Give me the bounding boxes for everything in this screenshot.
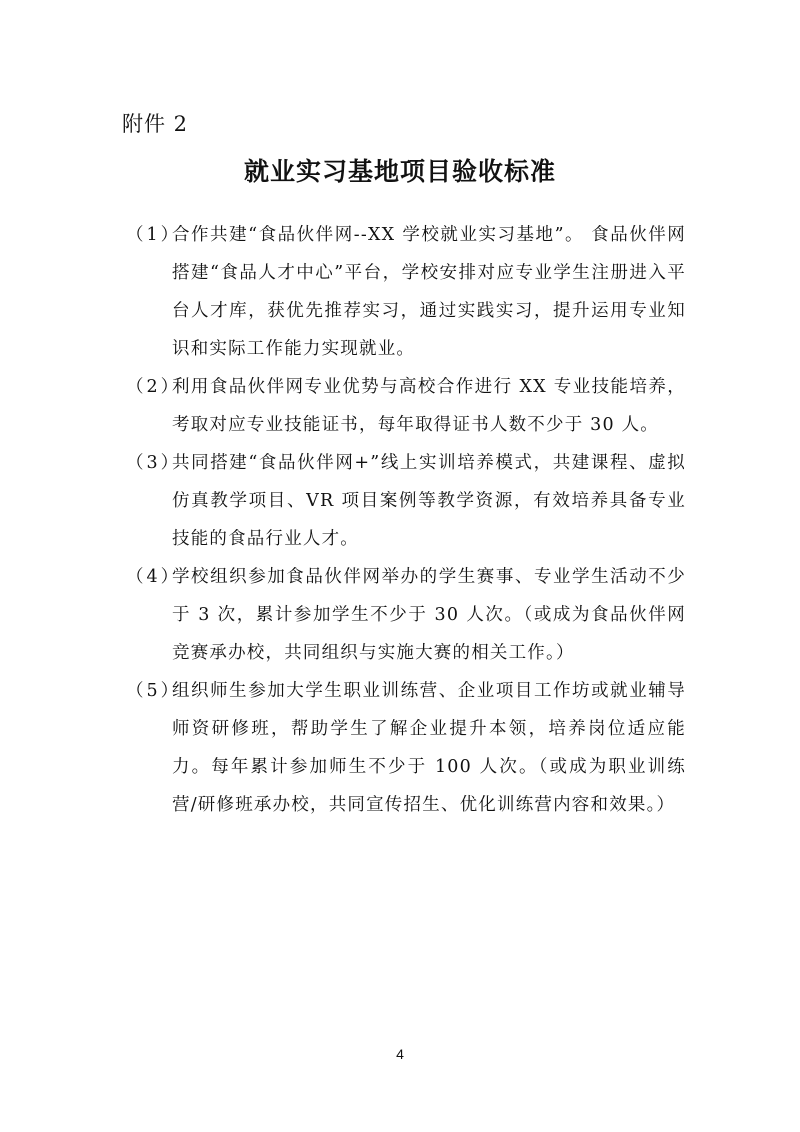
criteria-item-text: 利用食品伙伴网专业优势与高校合作进行 XX 专业技能培养，考取对应专业技能证书，每年取得证书人数不少于 30 人。 — [172, 377, 686, 435]
attachment-label: 附件 2 — [122, 112, 189, 136]
criteria-item-2 — [126, 368, 686, 444]
criteria-list — [126, 216, 686, 824]
criteria-item-1 — [126, 216, 686, 368]
criteria-item-number: （2） — [126, 377, 182, 397]
criteria-item-5 — [126, 672, 686, 824]
document-title: 就业实习基地项目验收标准 — [243, 157, 556, 186]
criteria-item-4 — [126, 558, 686, 672]
criteria-item-text: 合作共建“食品伙伴网--XX 学校就业实习基地”。 食品伙伴网搭建“食品人才中心”平台，学校安排对应专业学生注册进入平台人才库，获优先推荐实习，通过实践实习，提升运用专业知识和实际工作能力实现就业。 — [172, 225, 686, 359]
criteria-item-number: （1） — [126, 225, 182, 245]
criteria-item-text: 学校组织参加食品伙伴网举办的学生赛事、专业学生活动不少于 3 次，累计参加学生不少于 30 人次。（或成为食品伙伴网竞赛承办校，共同组织与实施大赛的相关工作。） — [172, 567, 686, 663]
criteria-item-text: 组织师生参加大学生职业训练营、企业项目工作坊或就业辅导师资研修班，帮助学生了解企业提升本领，培养岗位适应能力。每年累计参加师生不少于 100 人次。（或成为职业训练营/研修班承办校，共同宣传招生、优化训练营内容和效果。） — [172, 681, 686, 815]
criteria-item-number: （5） — [126, 681, 182, 701]
criteria-item-3 — [126, 444, 686, 558]
page-number: 4 — [396, 1046, 404, 1062]
criteria-item-text: 共同搭建“食品伙伴网+”线上实训培养模式，共建课程、虚拟仿真教学项目、VR 项目案例等教学资源，有效培养具备专业技能的食品行业人才。 — [172, 453, 686, 549]
criteria-item-number: （3） — [126, 453, 182, 473]
criteria-item-number: （4） — [126, 567, 182, 587]
